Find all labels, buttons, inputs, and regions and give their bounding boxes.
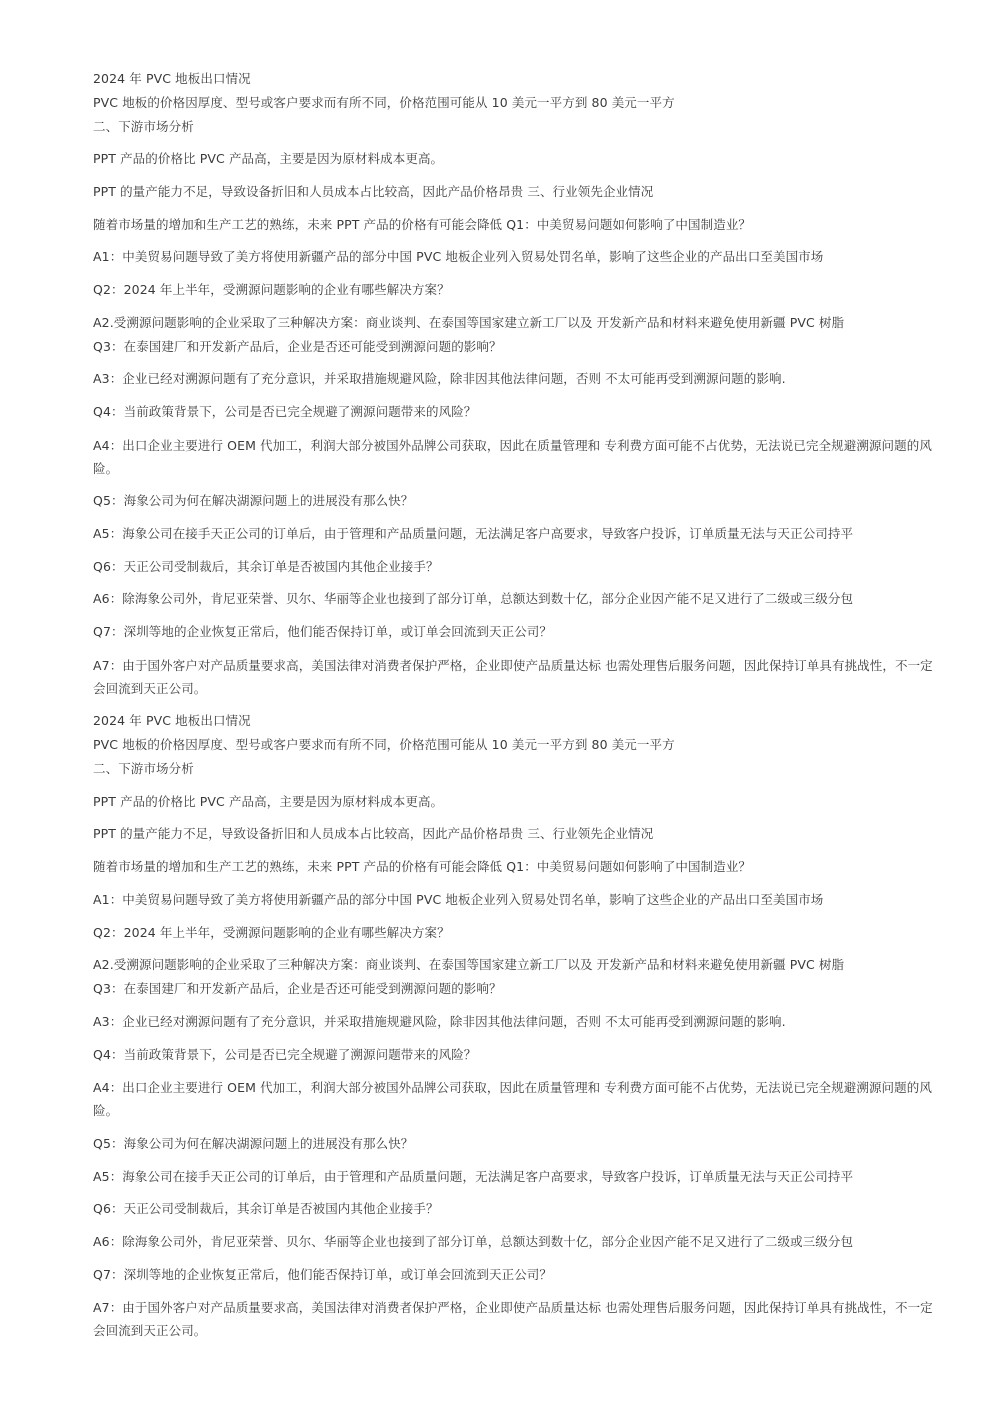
answer-paragraph: A1：中美贸易问题导致了美方将使用新疆产品的部分中国 PVC 地板企业列入贸易处罚名单，影响了这些企业的产品出口至美国市场	[93, 249, 824, 264]
answer-paragraph: A7：由于国外客户对产品质量要求高，美国法律对消费者保护严格，企业即使产品质量达标 也需处理售后服务问题，因此保持订单具有挑战性，不一定会回流到天正公司。	[93, 1300, 933, 1338]
answer-paragraph: A1：中美贸易问题导致了美方将使用新疆产品的部分中国 PVC 地板企业列入贸易处罚名单，影响了这些企业的产品出口至美国市场	[93, 892, 824, 907]
answer-paragraph: A3：企业已经对溯源问题有了充分意识，并采取措施规避风险，除非因其他法律问题，否则 不太可能再受到溯源问题的影响.	[93, 371, 786, 386]
answer-paragraph: A5：海象公司在接手天正公司的订单后，由于管理和产品质量问题，无法满足客户高要求，导致客户投诉，订单质量无法与天正公司持平	[93, 526, 854, 541]
answer-paragraph: A6：除海象公司外，肯尼亚荣誉、贝尔、华丽等企业也接到了部分订单，总额达到数十亿，部分企业因产能不足又进行了二级或三级分包	[93, 591, 854, 606]
paragraph: PPT 的量产能力不足，导致设备折旧和人员成本占比较高，因此产品价格昂贵 三、行业领先企业情况	[93, 184, 654, 199]
paragraph: PPT 产品的价格比 PVC 产品高，主要是因为原材料成本更高。	[93, 794, 444, 809]
question-paragraph: Q5：海象公司为何在解决湖源问题上的进展没有那么快？	[93, 1136, 414, 1151]
answer-paragraph: A2.受溯源问题影响的企业采取了三种解决方案：商业谈判、在泰国等国家建立新工厂以及 开发新产品和材料来避免使用新疆 PVC 树脂	[93, 315, 845, 330]
answer-paragraph: A5：海象公司在接手天正公司的订单后，由于管理和产品质量问题，无法满足客户高要求，导致客户投诉，订单质量无法与天正公司持平	[93, 1169, 854, 1184]
question-paragraph: Q6：天正公司受制裁后，其余订单是否被国内其他企业接手？	[93, 559, 439, 574]
answer-paragraph: A6：除海象公司外，肯尼亚荣誉、贝尔、华丽等企业也接到了部分订单，总额达到数十亿，部分企业因产能不足又进行了二级或三级分包	[93, 1234, 854, 1249]
question-paragraph: Q5：海象公司为何在解决湖源问题上的进展没有那么快？	[93, 493, 414, 508]
question-paragraph: Q4：当前政策背景下，公司是否已完全规避了溯源问题带来的风险？	[93, 404, 477, 419]
answer-paragraph: A4：出口企业主要进行 OEM 代加工，利润大部分被国外品牌公司获取，因此在质量管理和 专利费方面可能不占优势，无法说已完全规避溯源问题的风险。	[93, 438, 932, 476]
paragraph: 随着市场量的增加和生产工艺的熟练，未来 PPT 产品的价格有可能会降低 Q1：中美贸易问题如何影响了中国制造业？	[93, 217, 752, 232]
answer-paragraph: A2.受溯源问题影响的企业采取了三种解决方案：商业谈判、在泰国等国家建立新工厂以及 开发新产品和材料来避免使用新疆 PVC 树脂	[93, 957, 845, 972]
question-paragraph: Q3：在泰国建厂和开发新产品后，企业是否还可能受到溯源问题的影响？	[93, 339, 502, 354]
answer-paragraph: A3：企业已经对溯源问题有了充分意识，并采取措施规避风险，除非因其他法律问题，否则 不太可能再受到溯源问题的影响.	[93, 1014, 786, 1029]
question-paragraph: Q7：深圳等地的企业恢复正常后，他们能否保持订单，或订单会回流到天正公司？	[93, 1267, 552, 1282]
section-title: 2024 年 PVC 地板出口情况	[93, 713, 251, 728]
paragraph: PPT 的量产能力不足，导致设备折旧和人员成本占比较高，因此产品价格昂贵 三、行业领先企业情况	[93, 826, 654, 841]
answer-paragraph: A7：由于国外客户对产品质量要求高，美国法律对消费者保护严格，企业即使产品质量达标 也需处理售后服务问题，因此保持订单具有挑战性，不一定会回流到天正公司。	[93, 658, 933, 696]
question-paragraph: Q6：天正公司受制裁后，其余订单是否被国内其他企业接手？	[93, 1201, 439, 1216]
question-paragraph: Q7：深圳等地的企业恢复正常后，他们能否保持订单，或订单会回流到天正公司？	[93, 624, 552, 639]
paragraph: PVC 地板的价格因厚度、型号或客户要求而有所不同，价格范围可能从 10 美元一平方到 80 美元一平方	[93, 95, 675, 110]
question-paragraph: Q3：在泰国建厂和开发新产品后，企业是否还可能受到溯源问题的影响？	[93, 981, 502, 996]
section-heading: 二、下游市场分析	[93, 761, 194, 776]
section-heading: 二、下游市场分析	[93, 119, 194, 134]
question-paragraph: Q2：2024 年上半年，受溯源问题影响的企业有哪些解决方案？	[93, 925, 450, 940]
answer-paragraph: A4：出口企业主要进行 OEM 代加工，利润大部分被国外品牌公司获取，因此在质量管理和 专利费方面可能不占优势，无法说已完全规避溯源问题的风险。	[93, 1080, 932, 1118]
question-paragraph: Q2：2024 年上半年，受溯源问题影响的企业有哪些解决方案？	[93, 282, 450, 297]
paragraph: 随着市场量的增加和生产工艺的熟练，未来 PPT 产品的价格有可能会降低 Q1：中美贸易问题如何影响了中国制造业？	[93, 859, 752, 874]
paragraph: PPT 产品的价格比 PVC 产品高，主要是因为原材料成本更高。	[93, 151, 444, 166]
paragraph: PVC 地板的价格因厚度、型号或客户要求而有所不同，价格范围可能从 10 美元一平方到 80 美元一平方	[93, 737, 675, 752]
section-title: 2024 年 PVC 地板出口情况	[93, 71, 251, 86]
question-paragraph: Q4：当前政策背景下，公司是否已完全规避了溯源问题带来的风险？	[93, 1047, 477, 1062]
